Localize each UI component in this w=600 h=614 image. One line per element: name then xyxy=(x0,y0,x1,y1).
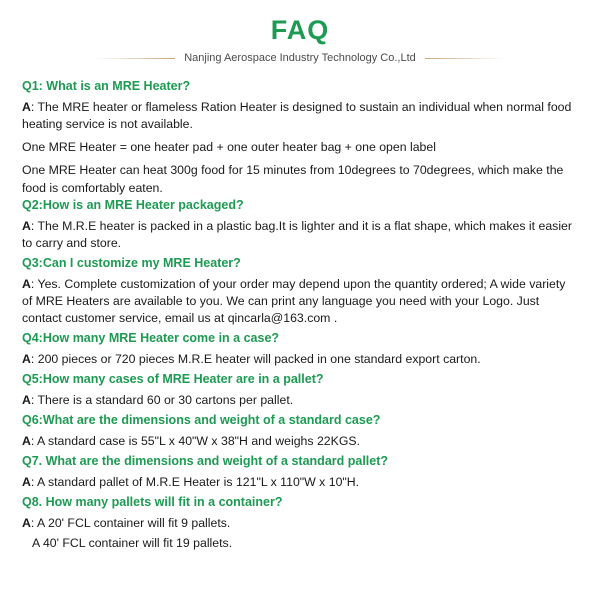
answer-label: A xyxy=(22,100,31,114)
faq-answer xyxy=(22,392,578,409)
answer-text: : The MRE heater or flameless Ration Heater is designed to sustain an individual when normal food heating service is not available. xyxy=(22,100,572,131)
faq-item xyxy=(22,197,578,252)
faq-answer xyxy=(22,515,578,532)
faq-answer xyxy=(22,351,578,368)
faq-item xyxy=(22,494,578,552)
faq-item xyxy=(22,255,578,327)
extra-text: A 40' FCL container will fit 19 pallets. xyxy=(32,536,233,550)
faq-extra-line xyxy=(22,535,578,552)
answer-text: : The M.R.E heater is packed in a plastic bag.It is lighter and it is a flat shape, which makes it easier to carry and store. xyxy=(22,219,572,250)
company-name: Nanjing Aerospace Industry Technology Co.,Ltd xyxy=(184,52,416,64)
faq-item xyxy=(22,330,578,368)
faq-question: Q5:How many cases of MRE Heater are in a pallet? xyxy=(22,372,324,386)
faq-question: Q6:What are the dimensions and weight of a standard case? xyxy=(22,413,381,427)
faq-answer xyxy=(22,99,578,133)
faq-answer xyxy=(22,276,578,327)
faq-answer xyxy=(22,474,578,491)
answer-text: : Yes. Complete customization of your order may depend upon the quantity ordered; A wide variety of MRE Heaters are available to you. We can print any language you need with your Logo. Just contact customer service, email us at qincarla@163.com . xyxy=(22,277,566,325)
company-banner xyxy=(0,52,600,64)
faq-item xyxy=(22,412,578,450)
answer-label: A xyxy=(22,393,31,407)
answer-label: A xyxy=(22,277,31,291)
faq-item xyxy=(22,453,578,491)
answer-text: : A standard case is 55"L x 40"W x 38"H and weighs 22KGS. xyxy=(30,434,361,448)
faq-question: Q8. How many pallets will fit in a container? xyxy=(22,495,283,509)
answer-label: A xyxy=(22,352,31,366)
faq-page xyxy=(0,14,600,614)
answer-label: A xyxy=(22,516,31,530)
faq-item xyxy=(22,371,578,409)
answer-text: : There is a standard 60 or 30 cartons per pallet. xyxy=(30,393,294,407)
divider-left xyxy=(95,58,175,59)
faq-answer xyxy=(22,218,578,252)
faq-list xyxy=(0,64,600,552)
faq-extra-line: One MRE Heater = one heater pad + one outer heater bag + one open label xyxy=(22,140,436,154)
faq-question: Q2:How is an MRE Heater packaged? xyxy=(22,198,244,212)
answer-label: A xyxy=(22,475,31,489)
faq-question: Q1: What is an MRE Heater? xyxy=(22,79,191,93)
answer-label: A xyxy=(22,219,31,233)
faq-extra-line: One MRE Heater can heat 300g food for 15 minutes from 10degrees to 70degrees, which make the food is comfortably eaten. xyxy=(22,163,564,195)
faq-question: Q7. What are the dimensions and weight of a standard pallet? xyxy=(22,454,389,468)
answer-text: : A 20' FCL container will fit 9 pallets. xyxy=(30,516,231,530)
answer-text: : 200 pieces or 720 pieces M.R.E heater will packed in one standard export carton. xyxy=(30,352,481,366)
answer-text: : A standard pallet of M.R.E Heater is 121"L x 110"W x 10"H. xyxy=(30,475,360,489)
faq-question: Q3:Can I customize my MRE Heater? xyxy=(22,256,241,270)
page-title: FAQ xyxy=(270,15,330,45)
answer-label: A xyxy=(22,434,31,448)
faq-item xyxy=(22,78,578,197)
faq-answer xyxy=(22,433,578,450)
divider-right xyxy=(425,58,505,59)
faq-question: Q4:How many MRE Heater come in a case? xyxy=(22,331,280,345)
